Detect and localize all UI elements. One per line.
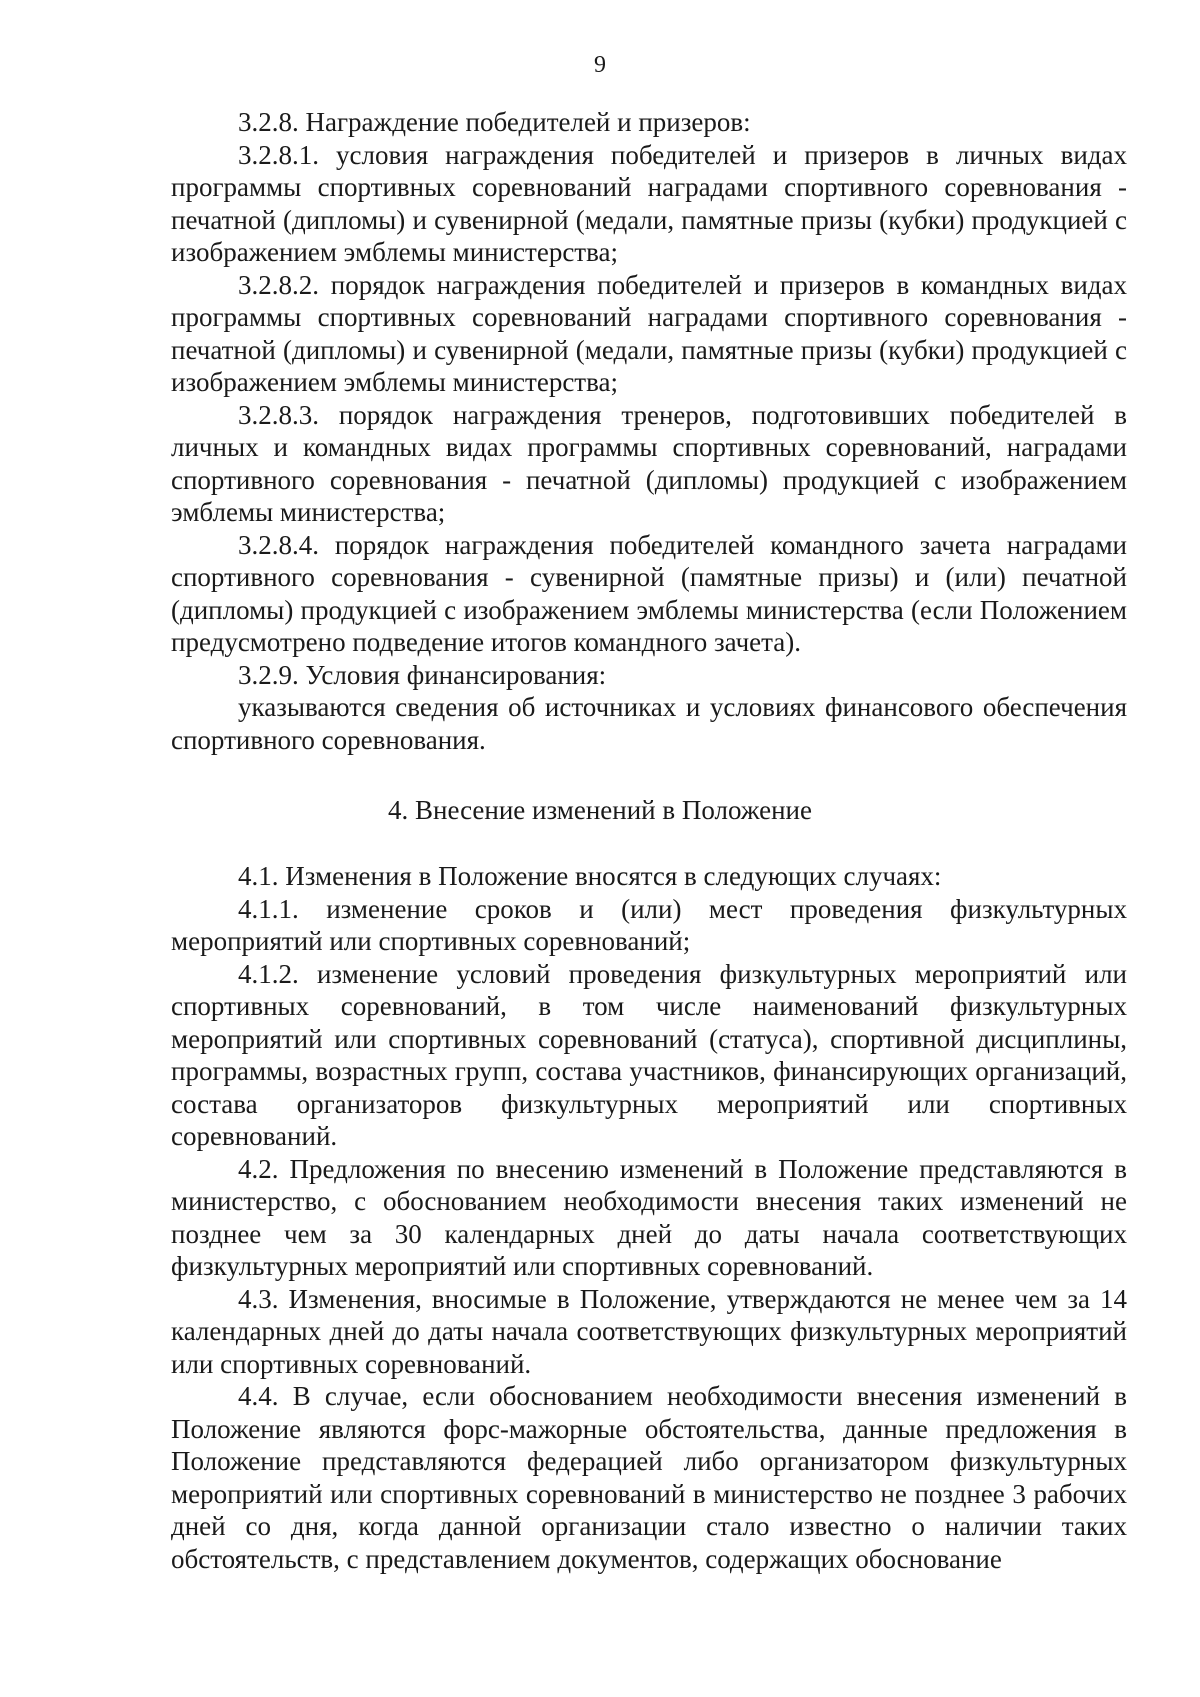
page-number: 9 (594, 52, 606, 78)
paragraph-3-2-8-3: 3.2.8.3. порядок награждения тренеров, подготовивших победителей в личных и командных видах программы спортивных соревнований, наградами спортивного соревнования - печатной (дипломы) продукцией с изображением эмблемы министерства; (171, 399, 1127, 527)
paragraph-3-2-8-1: 3.2.8.1. условия награждения победителей и призеров в личных видах программы спортивных соревнований наградами спортивного соревнования - печатной (дипломы) и сувенирной (медали, памятные призы (кубки) продукцией с изображением эмблемы министерства; (171, 139, 1127, 267)
paragraph-3-2-8: 3.2.8. Награждение победителей и призеров: (238, 107, 751, 137)
paragraph-4-2: 4.2. Предложения по внесению изменений в Положение представляются в министерство, с обоснованием необходимости внесения таких изменений не позднее чем за 30 календарных дней до даты начала соответствующих физкультурных мероприятий или спортивных соревнований. (171, 1153, 1127, 1281)
section-4-heading: 4. Внесение изменений в Положение (388, 795, 812, 825)
paragraph-4-1-1: 4.1.1. изменение сроков и (или) мест проведения физкультурных мероприятий или спортивных соревнований; (171, 893, 1127, 956)
paragraph-3-2-8-4: 3.2.8.4. порядок награждения победителей командного зачета наградами спортивного соревнования - сувенирной (памятные призы) и (или) печатной (дипломы) продукцией с изображением эмблемы министерства (если Положением предусмотрено подведение итогов командного зачета). (171, 529, 1127, 657)
section-3-text (171, 106, 1127, 756)
paragraph-4-3: 4.3. Изменения, вносимые в Положение, утверждаются не менее чем за 14 календарных дней до даты начала соответствующих физкультурных мероприятий или спортивных соревнований. (171, 1283, 1127, 1379)
section-4-text (171, 860, 1127, 1575)
paragraph-3-2-8-2: 3.2.8.2. порядок награждения победителей и призеров в командных видах программы спортивных соревнований наградами спортивного соревнования - печатной (дипломы) и сувенирной (медали, памятные призы (кубки) продукцией с изображением эмблемы министерства; (171, 269, 1127, 397)
paragraph-4-1: 4.1. Изменения в Положение вносятся в следующих случаях: (238, 861, 942, 891)
paragraph-3-2-9-text: указываются сведения об источниках и условиях финансового обеспечения спортивного соревнования. (171, 692, 1127, 755)
paragraph-4-1-2: 4.1.2. изменение условий проведения физкультурных мероприятий или спортивных соревнований, в том числе наименований физкультурных мероприятий или спортивных соревнований (статуса), спортивной дисциплины, программы, возрастных групп, состава участников, финансирующих организаций, состава организаторов физкультурных мероприятий или спортивных соревнований. (171, 958, 1127, 1151)
paragraph-4-4: 4.4. В случае, если обоснованием необходимости внесения изменений в Положение являются форс-мажорные обстоятельства, данные предложения в Положение представляются федерацией либо организатором физкультурных мероприятий или спортивных соревнований в министерство не позднее 3 рабочих дней со дня, когда данной организации стало известно о наличии таких обстоятельств, с представлением документов, содержащих обоснование (171, 1381, 1127, 1574)
paragraph-3-2-9: 3.2.9. Условия финансирования: (238, 659, 607, 690)
